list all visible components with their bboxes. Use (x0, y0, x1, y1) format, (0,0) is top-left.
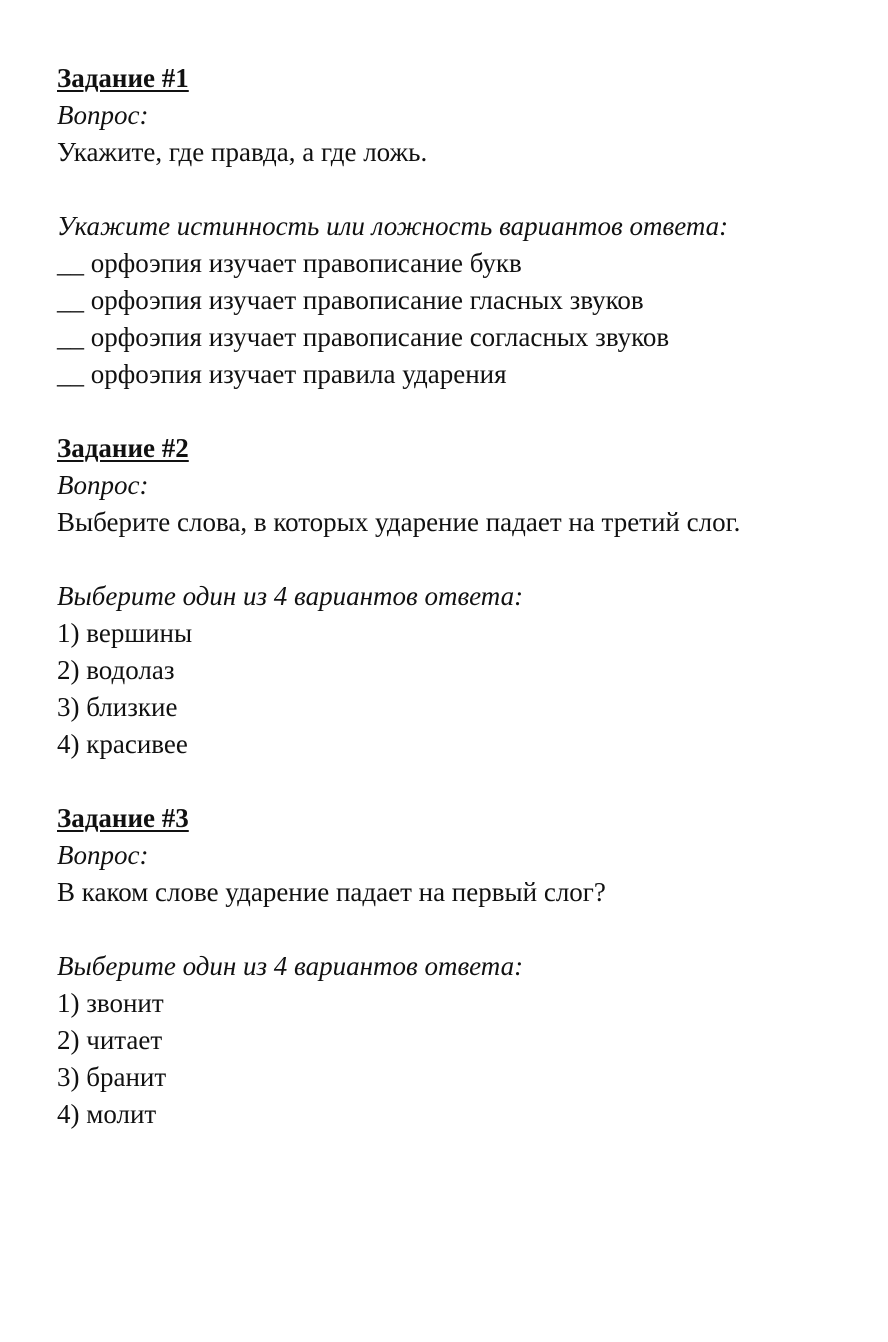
answer-option: __ орфоэпия изучает правописание гласных звуков (57, 285, 644, 315)
answer-option: 2) водолаз (57, 655, 175, 685)
task-3 (57, 800, 867, 1133)
instruction-label: Укажите истинность или ложность вариантов ответа: (57, 211, 729, 241)
answer-option: __ орфоэпия изучает правила ударения (57, 359, 507, 389)
question-label: Вопрос: (57, 470, 149, 500)
spacer (57, 541, 867, 578)
answer-option: 1) вершины (57, 618, 193, 648)
answer-option: 3) близкие (57, 692, 178, 722)
answer-option: 4) красивее (57, 729, 188, 759)
question-text: Укажите, где правда, а где ложь. (57, 137, 428, 167)
spacer (57, 911, 867, 948)
task-title: Задание #3 (57, 803, 189, 833)
answer-option: 2) читает (57, 1025, 163, 1055)
task-2 (57, 430, 867, 763)
instruction-label: Выберите один из 4 вариантов ответа: (57, 581, 524, 611)
task-1 (57, 60, 867, 393)
answer-option: 4) молит (57, 1099, 157, 1129)
answer-option: __ орфоэпия изучает правописание букв (57, 248, 522, 278)
question-text: Выберите слова, в которых ударение падает на третий слог. (57, 507, 741, 537)
answer-options (57, 245, 867, 393)
task-title: Задание #1 (57, 63, 189, 93)
task-title: Задание #2 (57, 433, 189, 463)
question-label: Вопрос: (57, 840, 149, 870)
question-text: В каком слове ударение падает на первый слог? (57, 877, 606, 907)
question-label: Вопрос: (57, 100, 149, 130)
document-page (57, 60, 867, 1133)
answer-options (57, 615, 867, 763)
spacer (57, 171, 867, 208)
answer-option: 3) бранит (57, 1062, 167, 1092)
answer-option: 1) звонит (57, 988, 164, 1018)
answer-options (57, 985, 867, 1133)
answer-option: __ орфоэпия изучает правописание согласных звуков (57, 322, 670, 352)
instruction-label: Выберите один из 4 вариантов ответа: (57, 951, 524, 981)
